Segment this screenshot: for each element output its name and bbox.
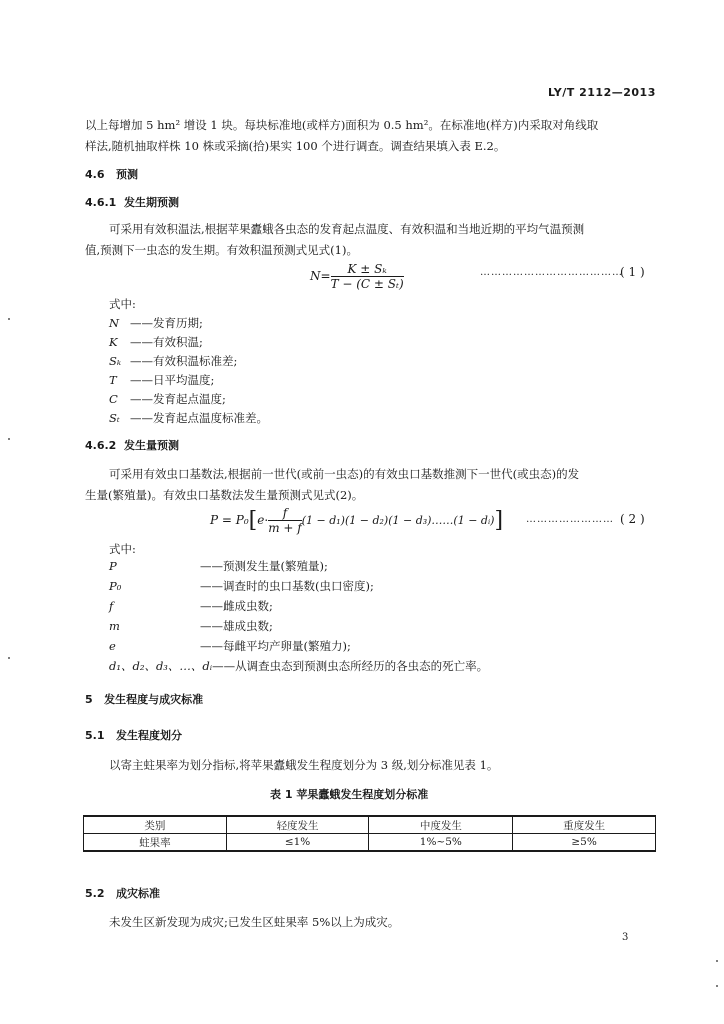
variable-symbol: P₀ [109, 579, 122, 593]
variable-symbol: f [109, 599, 114, 613]
formula-fraction [268, 506, 302, 535]
formula-numerator: f [268, 506, 302, 521]
formula-lhs: N [310, 269, 321, 283]
section-5-1-heading [85, 727, 182, 743]
formula-left-bracket: [ [248, 508, 258, 533]
s462-where: 式中: [109, 542, 136, 556]
variable-definition [109, 407, 268, 429]
section-number: 5 [85, 693, 93, 706]
formula-1 [310, 262, 404, 291]
variable-description: ——发育起点温度标准差。 [130, 411, 268, 425]
formula-2: P = P₀[e· $\frac{f}{m + f}$ (1 − d₁)(1 − d₂)(1 − d₃)……(1 − dᵢ)] [210, 506, 504, 535]
section-5-heading [85, 691, 203, 707]
variable-description: ——有效积温; [130, 335, 203, 349]
page-number: 3 [622, 932, 629, 943]
scan-speck [8, 318, 10, 320]
variable-symbol: m [109, 619, 120, 633]
table-cell: ≥5% [513, 834, 656, 852]
section-title: 发生程度划分 [116, 729, 182, 742]
variable-definition [109, 575, 374, 597]
variable-description: ——发育起点温度; [130, 392, 226, 406]
variable-definition [109, 555, 328, 577]
variable-definition [109, 635, 351, 657]
intro-line-1: 以上每增加 5 hm² 增设 1 块。每块标准地(或样方)面积为 0.5 hm²。在标准地(样方)内采取对角线取 [85, 118, 599, 132]
scan-speck [716, 985, 718, 987]
variable-description: ——从调查虫态到预测虫态所经历的各虫态的死亡率。 [212, 659, 489, 673]
formula-2-label: ( 2 ) [620, 512, 645, 526]
section-number: 4.6.1 [85, 196, 117, 209]
variable-symbol: P [109, 559, 117, 573]
variable-symbol: K [109, 335, 118, 349]
section-title: 发生程度与成灾标准 [104, 693, 204, 706]
formula-right-bracket: ] [494, 508, 504, 533]
table-cell: 蛀果率 [84, 834, 227, 852]
variable-symbol: N [109, 316, 120, 330]
variable-symbol: e [109, 639, 116, 653]
variable-description: ——发育历期; [130, 316, 203, 330]
table-1-caption: 表 1 苹果蠹蛾发生程度划分标准 [270, 788, 429, 801]
intro-line-2: 样法,随机抽取样株 10 株或采摘(拾)果实 100 个进行调查。调查结果填入表 E.2。 [85, 139, 506, 153]
scan-speck [8, 438, 10, 440]
variable-description: ——有效积温标准差; [130, 354, 238, 368]
s461-para-line-2: 值,预测下一虫态的发生期。有效积温预测式见式(1)。 [85, 243, 358, 257]
table-header-cell: 类别 [84, 816, 227, 834]
formula-1-leader-dots: ………………………………… [480, 267, 623, 278]
table-header-cell: 轻度发生 [226, 816, 369, 834]
section-number: 5.2 [85, 887, 105, 900]
formula-numerator: K ± Sₖ [331, 262, 404, 277]
formula-lhs: P = P₀ [210, 513, 249, 527]
formula-e: e [257, 513, 265, 527]
section-title: 预测 [116, 168, 138, 181]
variable-symbol: T [109, 373, 117, 387]
section-4-6-2-heading [85, 437, 179, 453]
s462-para-line-1: 可采用有效虫口基数法,根据前一世代(或前一虫态)的有效虫口基数推测下一世代(或虫态)的发 [109, 467, 580, 481]
variable-symbol: C [109, 392, 118, 406]
formula-2-leader-dots: …………………… [526, 514, 614, 525]
table-1 [83, 815, 656, 852]
section-5-2-heading [85, 885, 160, 901]
section-number: 4.6 [85, 168, 105, 181]
variable-description: ——每雌平均产卵量(繁殖力); [200, 639, 351, 653]
table-header-row [84, 816, 656, 834]
formula-denominator: T − (C ± Sₜ) [330, 277, 404, 291]
formula-product: (1 − d₁)(1 − d₂)(1 − d₃)……(1 − dᵢ) [301, 514, 495, 527]
variable-description: ——调查时的虫口基数(虫口密度); [200, 579, 374, 593]
section-title: 发生期预测 [124, 196, 179, 209]
variable-symbol: Sₖ [109, 354, 122, 368]
section-number: 5.1 [85, 729, 105, 742]
table-cell: ≤1% [226, 834, 369, 852]
variable-definition [109, 655, 488, 677]
section-number: 4.6.2 [85, 439, 117, 452]
variable-description: ——雌成虫数; [200, 599, 273, 613]
formula-1-label: ( 1 ) [620, 265, 645, 279]
table-header-cell: 中度发生 [369, 816, 513, 834]
scan-speck [716, 960, 718, 962]
scan-speck [8, 657, 10, 659]
formula-fraction [331, 262, 404, 291]
section-4-6-heading [85, 166, 138, 182]
formula-equals: = [320, 269, 331, 283]
variable-description: ——雄成虫数; [200, 619, 273, 633]
variable-symbol: Sₜ [109, 411, 120, 425]
s462-para-line-2: 生量(繁殖量)。有效虫口基数法发生量预测式见式(2)。 [85, 488, 364, 502]
s461-para-line-1: 可采用有效积温法,根据苹果蠹蛾各虫态的发育起点温度、有效积温和当地近期的平均气温预测 [109, 222, 585, 236]
variable-definition [109, 595, 273, 617]
formula-denominator: m + f [268, 521, 302, 535]
variable-description: ——日平均温度; [130, 373, 215, 387]
table-row [84, 834, 656, 852]
section-4-6-1-heading [85, 194, 179, 210]
section-title: 发生量预测 [124, 439, 179, 452]
s52-para: 未发生区新发现为成灾;已发生区蛀果率 5%以上为成灾。 [109, 915, 400, 929]
standard-code: LY/T 2112—2013 [548, 86, 656, 99]
s461-where: 式中: [109, 297, 136, 311]
section-title: 成灾标准 [116, 887, 160, 900]
variable-description: ——预测发生量(繁殖量); [200, 559, 328, 573]
table-cell: 1%~5% [369, 834, 513, 852]
variable-definition [109, 615, 273, 637]
variable-symbol: d₁、d₂、d₃、…、dᵢ [109, 659, 213, 673]
table-header-cell: 重度发生 [513, 816, 656, 834]
s51-para: 以寄主蛀果率为划分指标,将苹果蠹蛾发生程度划分为 3 级,划分标准见表 1。 [109, 758, 499, 772]
